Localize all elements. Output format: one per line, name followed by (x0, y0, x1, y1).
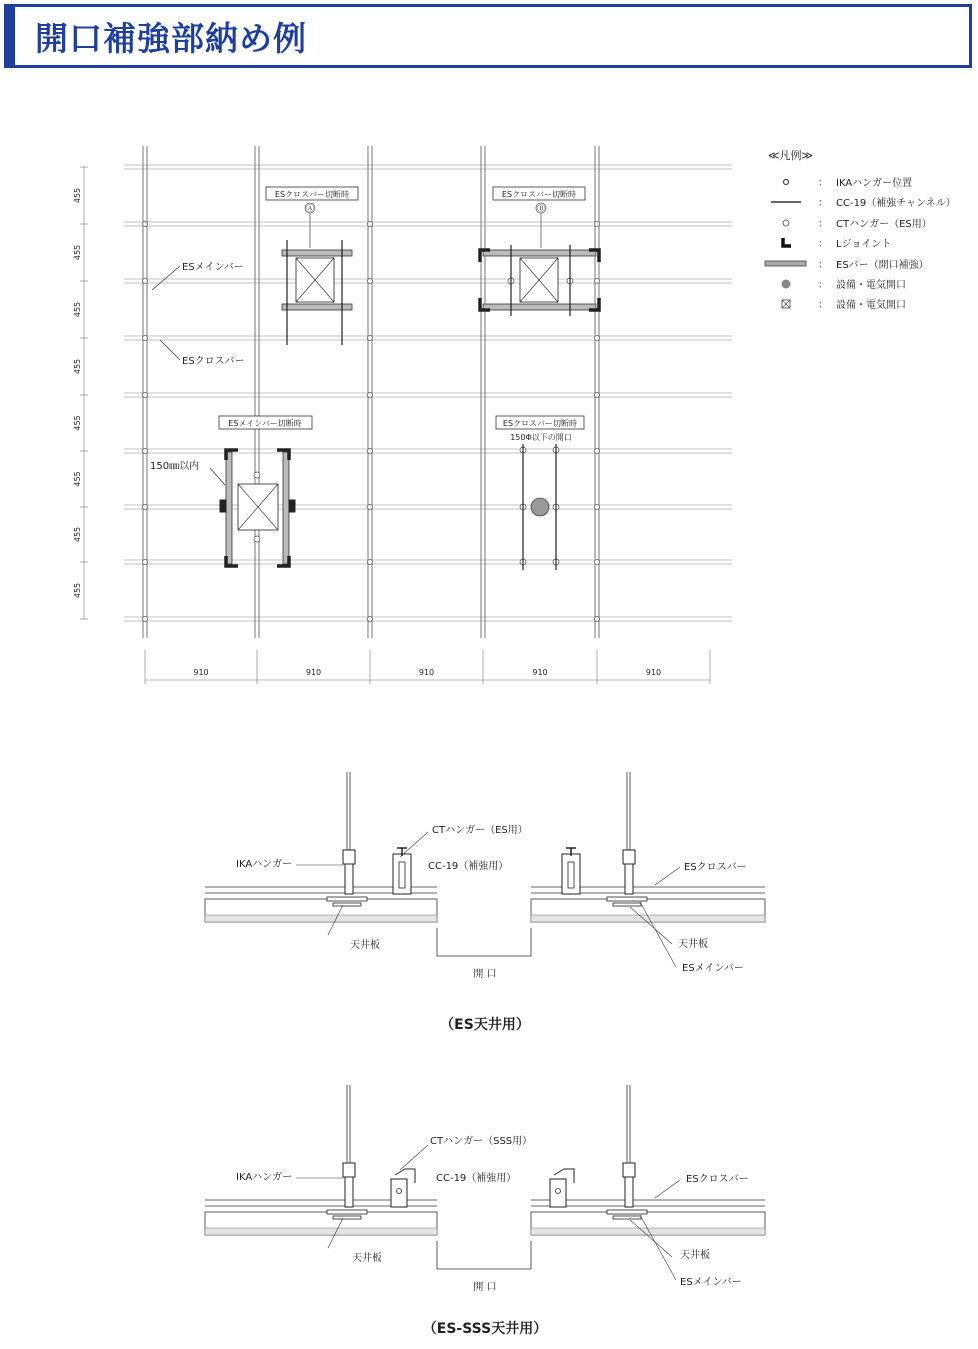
ika-hanger-clip (343, 850, 355, 864)
s1-main-label: ESメインバー (682, 963, 744, 974)
ika-hanger-marker (143, 449, 148, 454)
legend-ct-hanger-icon (783, 220, 789, 226)
label-main-bar-leader (152, 266, 180, 290)
ika-hanger-marker (368, 279, 373, 284)
dim-label-horizontal: 910 (305, 668, 322, 677)
dim-label-vertical: 455 (73, 526, 82, 543)
ika-hanger-marker (368, 560, 373, 565)
main-bar-section (333, 903, 361, 906)
main-bar-section (333, 1216, 361, 1219)
ct-hanger-bolt (556, 1189, 561, 1194)
dim-label-horizontal: 910 (193, 668, 209, 677)
legend-sep-6: ： (818, 280, 828, 291)
legend-texts (818, 177, 956, 311)
s1-opening-label: 開 口 (473, 969, 497, 980)
detail-c-esbar-left (226, 452, 232, 564)
ika-hanger-marker (595, 505, 600, 510)
detail-c-esbar-right (283, 452, 289, 564)
dim-label-vertical: 455 (73, 471, 82, 487)
ika-hanger-marker (368, 449, 373, 454)
detail-d-label: ESクロスバー切断時 (502, 419, 578, 428)
ika-hanger-marker (143, 336, 148, 341)
main-bar-section (613, 1216, 641, 1219)
ct-hanger (399, 862, 405, 888)
label-cross-bar-leader (160, 340, 180, 360)
ika-hanger-body (625, 1177, 633, 1207)
plan-dimensions (73, 167, 710, 684)
legend-text-7: 設備・電気開口 (836, 300, 906, 311)
label-main-bar: ESメインバー (182, 262, 244, 273)
dim-label-vertical: 455 (73, 187, 82, 204)
legend-text-1: IKAハンガー位置 (836, 178, 913, 189)
detail-b-esbar-top (483, 250, 596, 256)
ct-hanger-marker (254, 472, 260, 478)
legend-text-5: ESバー（開口補強） (836, 260, 929, 271)
dim-label-horizontal: 910 (418, 668, 435, 677)
legend-sep-4: ： (818, 239, 828, 250)
detail-a-letter: Ⓐ (306, 204, 314, 213)
detail-c-joint-right (289, 500, 295, 512)
dim-label-horizontal: 910 (645, 668, 662, 677)
ika-hanger-marker (368, 617, 373, 622)
s2-ceiling-right-label: 天井板 (680, 1250, 710, 1261)
ika-hanger-clip (623, 1163, 635, 1177)
dim-label-horizontal: 910 (532, 668, 548, 677)
detail-b-esbar-bottom (483, 304, 596, 310)
ct-hanger-marker (254, 536, 260, 542)
s1-cc19-label: CC-19（補強用） (428, 861, 509, 872)
legend-text-6: 設備・電気開口 (836, 280, 906, 291)
dim-label-vertical: 455 (73, 301, 82, 318)
detail-a-label: ESクロスバー切断時 (274, 190, 350, 199)
legend-sep-5: ： (818, 260, 828, 271)
main-bar-section (607, 1210, 647, 1214)
label-cross-bar: ESクロスバー (182, 356, 245, 367)
detail-c-joint-left (220, 500, 226, 512)
legend (765, 148, 813, 308)
main-bar-section (327, 1210, 367, 1214)
ika-hanger-marker (368, 222, 373, 227)
ika-hanger-marker (368, 393, 373, 398)
ika-hanger-clip (343, 1163, 355, 1177)
ika-hanger-marker (595, 449, 600, 454)
opening-dimension (437, 928, 531, 956)
section-es-sss-labels (236, 1135, 749, 1337)
detail-c-label: ESメインバー切断時 (228, 419, 302, 428)
ika-hanger-body (625, 864, 633, 894)
ct-hanger-bolt (397, 1189, 402, 1194)
legend-text-3: CTハンガー（ES用） (836, 219, 932, 230)
detail-d-round-opening (531, 498, 549, 516)
ika-hanger-marker (143, 505, 148, 510)
plan-grid (124, 146, 732, 638)
detail-d-label2: 150Φ以下の開口 (510, 433, 572, 442)
legend-sep-3: ： (818, 219, 828, 230)
ika-hanger-marker (143, 617, 148, 622)
ika-hanger-marker (143, 222, 148, 227)
ika-hanger-marker (143, 279, 148, 284)
dim-label-vertical: 455 (73, 415, 82, 431)
s2-cross-label: ESクロスバー (686, 1174, 749, 1185)
opening-dimension (437, 1241, 531, 1269)
s2-ceiling-left-label: 天井板 (352, 1253, 382, 1264)
ika-hanger-marker (143, 560, 148, 565)
ceiling-board-finish (205, 1228, 437, 1235)
detail-b-letter: Ⓑ (537, 204, 545, 213)
legend-title: ≪凡例≫ (768, 149, 814, 162)
ika-hanger-marker (595, 560, 600, 565)
main-bar-section (327, 897, 367, 901)
page-title: 開口補強部納め例 (35, 19, 307, 58)
leader-line (655, 867, 680, 885)
s1-ceiling-left-label: 天井板 (350, 940, 380, 951)
legend-text-4: Lジョイント (836, 239, 892, 250)
s2-opening-label: 開 口 (473, 1282, 497, 1293)
leader-line (655, 1180, 680, 1198)
ika-hanger-marker (595, 393, 600, 398)
dim-label-vertical: 455 (73, 358, 82, 375)
detail-b-label: ESクロスバー切断時 (501, 190, 577, 199)
detail-c-within-leader (210, 468, 225, 485)
ika-hanger-marker (143, 393, 148, 398)
section-es-labels (236, 824, 747, 1033)
ika-hanger-marker (595, 222, 600, 227)
ika-hanger-marker (595, 617, 600, 622)
legend-round-opening-icon (782, 280, 791, 289)
s1-ika-hanger-label: IKAハンガー (236, 859, 293, 870)
legend-sep-1: ： (818, 178, 828, 189)
s2-ct-hanger-label: CTハンガー（SSS用） (430, 1136, 533, 1147)
s2-caption: （ES-SSS天井用） (422, 1321, 548, 1337)
legend-sep-7: ： (818, 300, 828, 311)
legend-es-bar-icon (765, 261, 806, 266)
leader-line (400, 832, 428, 857)
detail-c-within: 150㎜以内 (150, 461, 200, 472)
leader-line (400, 1145, 428, 1170)
s1-cross-label: ESクロスバー (684, 862, 747, 873)
s1-ceiling-right-label: 天井板 (678, 939, 708, 950)
s1-caption: （ES天井用） (440, 1017, 530, 1033)
ika-hanger-body (345, 1177, 353, 1207)
legend-text-2: CC-19（補強チャンネル） (836, 198, 956, 209)
s2-ika-hanger-label: IKAハンガー (236, 1172, 293, 1183)
plan-labels (150, 189, 577, 472)
detail-c (210, 416, 312, 566)
s2-main-label: ESメインバー (680, 1277, 742, 1288)
legend-ika-hanger-icon (784, 180, 789, 185)
ika-hanger-marker (595, 336, 600, 341)
dim-label-vertical: 455 (73, 244, 82, 261)
legend-sep-2: ： (818, 198, 828, 209)
ct-hanger (568, 862, 574, 888)
ceiling-board-finish (205, 915, 437, 922)
dim-label-vertical: 455 (73, 582, 82, 599)
ika-hanger-marker (595, 279, 600, 284)
legend-l-joint-icon (783, 238, 791, 246)
ika-hanger-clip (623, 850, 635, 864)
ika-hanger-body (345, 864, 353, 894)
main-bar-section (613, 903, 641, 906)
s2-cc19-label: CC-19（補強用） (436, 1173, 517, 1184)
ika-hanger-marker (368, 336, 373, 341)
main-bar-section (607, 897, 647, 901)
s1-ct-hanger-label: CTハンガー（ES用） (432, 825, 528, 836)
ika-hanger-marker (368, 505, 373, 510)
